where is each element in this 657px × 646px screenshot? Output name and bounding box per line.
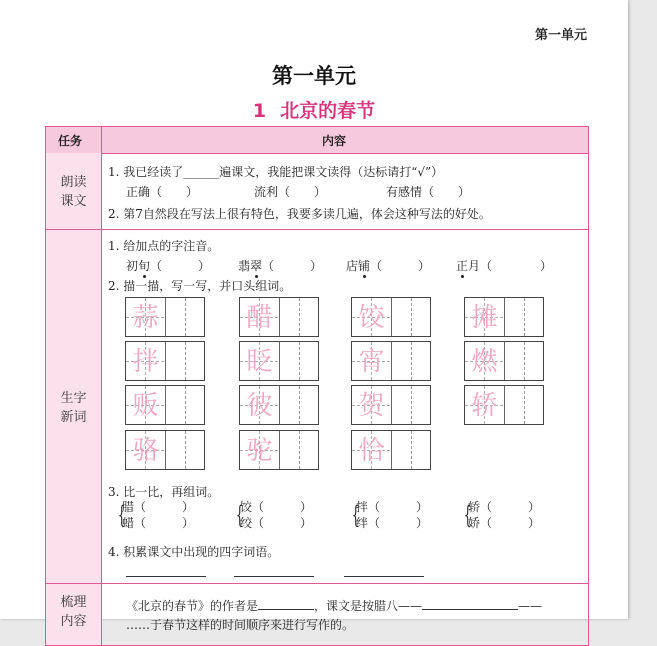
reading-line-1: 1. 我已经读了______遍课文，我能把课文读得（达标请打“√”） <box>108 165 444 179</box>
char-practice-box[interactable] <box>125 430 205 470</box>
char-practice-box[interactable] <box>125 385 205 425</box>
compare-group[interactable]: { 饺（ ） 绞（ ） <box>235 500 313 530</box>
trace-char: 饺 <box>358 303 385 333</box>
running-header: 第一单元 <box>534 28 587 43</box>
char-practice-box[interactable] <box>125 341 205 381</box>
lesson-name: 北京的春节 <box>280 100 376 122</box>
option-accurate[interactable]: 正确（ ） <box>126 185 199 199</box>
answer-line[interactable] <box>126 576 206 577</box>
task-vocab: 生字 新词 <box>60 391 87 425</box>
char-practice-box[interactable] <box>464 341 544 381</box>
vocab-q2: 2. 描一描，写一写，并口头组词。 <box>108 279 292 293</box>
vocab-q1: 1. 给加点的字注音。 <box>108 239 220 253</box>
char-practice-box[interactable] <box>239 341 319 381</box>
char-practice-box[interactable] <box>464 385 544 425</box>
trace-char: 宵 <box>358 347 385 377</box>
char-practice-box[interactable] <box>351 385 431 425</box>
trace-char: 骆 <box>132 436 159 466</box>
char-practice-box[interactable] <box>464 297 544 337</box>
trace-char: 燃 <box>471 347 498 377</box>
trace-char: 醋 <box>246 303 273 333</box>
option-expressive[interactable]: 有感情（ ） <box>386 185 471 199</box>
trace-char: 眨 <box>246 347 273 377</box>
trace-char: 摊 <box>471 303 498 333</box>
reading-line-2: 2. 第7自然段在写法上很有特色，我要多读几遍，体会这种写法的好处。 <box>108 207 491 221</box>
trace-char: 贩 <box>132 391 159 421</box>
unit-title: 第一单元 <box>272 64 356 88</box>
compare-group[interactable]: { 拌（ ） 绊（ ） <box>351 500 429 530</box>
pinyin-item[interactable]: 店铺（ ） <box>346 259 431 273</box>
char-practice-box[interactable] <box>351 297 431 337</box>
answer-line[interactable] <box>344 576 424 577</box>
row-divider <box>46 229 588 230</box>
pinyin-item[interactable]: 正月（ ） <box>456 259 553 273</box>
table-header <box>46 127 588 154</box>
pinyin-item[interactable]: 翡翠（ ） <box>238 259 323 273</box>
outline-line-2: ……于春节这样的时间顺序来进行写作的。 <box>126 618 355 632</box>
row-divider <box>46 583 588 584</box>
lesson-number: 1 <box>252 100 267 122</box>
char-practice-box[interactable] <box>239 430 319 470</box>
trace-char: 轿 <box>471 391 498 421</box>
char-practice-box[interactable] <box>239 385 319 425</box>
trace-char: 拌 <box>132 347 159 377</box>
vocab-q4: 4. 积累课文中出现的四字词语。 <box>108 545 280 559</box>
task-outline: 梳理 内容 <box>60 595 87 629</box>
trace-char: 彼 <box>246 391 273 421</box>
trace-char: 蒜 <box>132 303 159 333</box>
char-practice-box[interactable] <box>351 430 431 470</box>
lesson-title <box>0 96 628 123</box>
header-divider <box>101 127 102 153</box>
char-practice-box[interactable] <box>351 341 431 381</box>
compare-group[interactable]: { 轿（ ） 娇（ ） <box>463 500 541 530</box>
trace-char: 恰 <box>358 436 385 466</box>
sequence-blank[interactable] <box>422 597 518 610</box>
vocab-q3: 3. 比一比，再组词。 <box>108 485 220 499</box>
col-content-header: 内容 <box>322 134 347 148</box>
task-reading: 朗读 课文 <box>60 175 87 209</box>
pinyin-item[interactable]: 初旬（ ） <box>126 259 211 273</box>
option-fluent[interactable]: 流利（ ） <box>254 185 327 199</box>
col-task-header: 任务 <box>58 134 83 148</box>
char-practice-box[interactable] <box>125 297 205 337</box>
trace-char: 贺 <box>358 391 385 421</box>
answer-line[interactable] <box>234 576 314 577</box>
author-blank[interactable] <box>258 597 314 610</box>
task-table <box>45 126 589 646</box>
outline-line-1: 《北京的春节》的作者是 ，课文是按腊八—— —— <box>126 599 543 613</box>
trace-char: 驼 <box>246 436 273 466</box>
compare-group[interactable]: { 腊（ ） 蜡（ ） <box>117 500 195 530</box>
char-practice-box[interactable] <box>239 297 319 337</box>
